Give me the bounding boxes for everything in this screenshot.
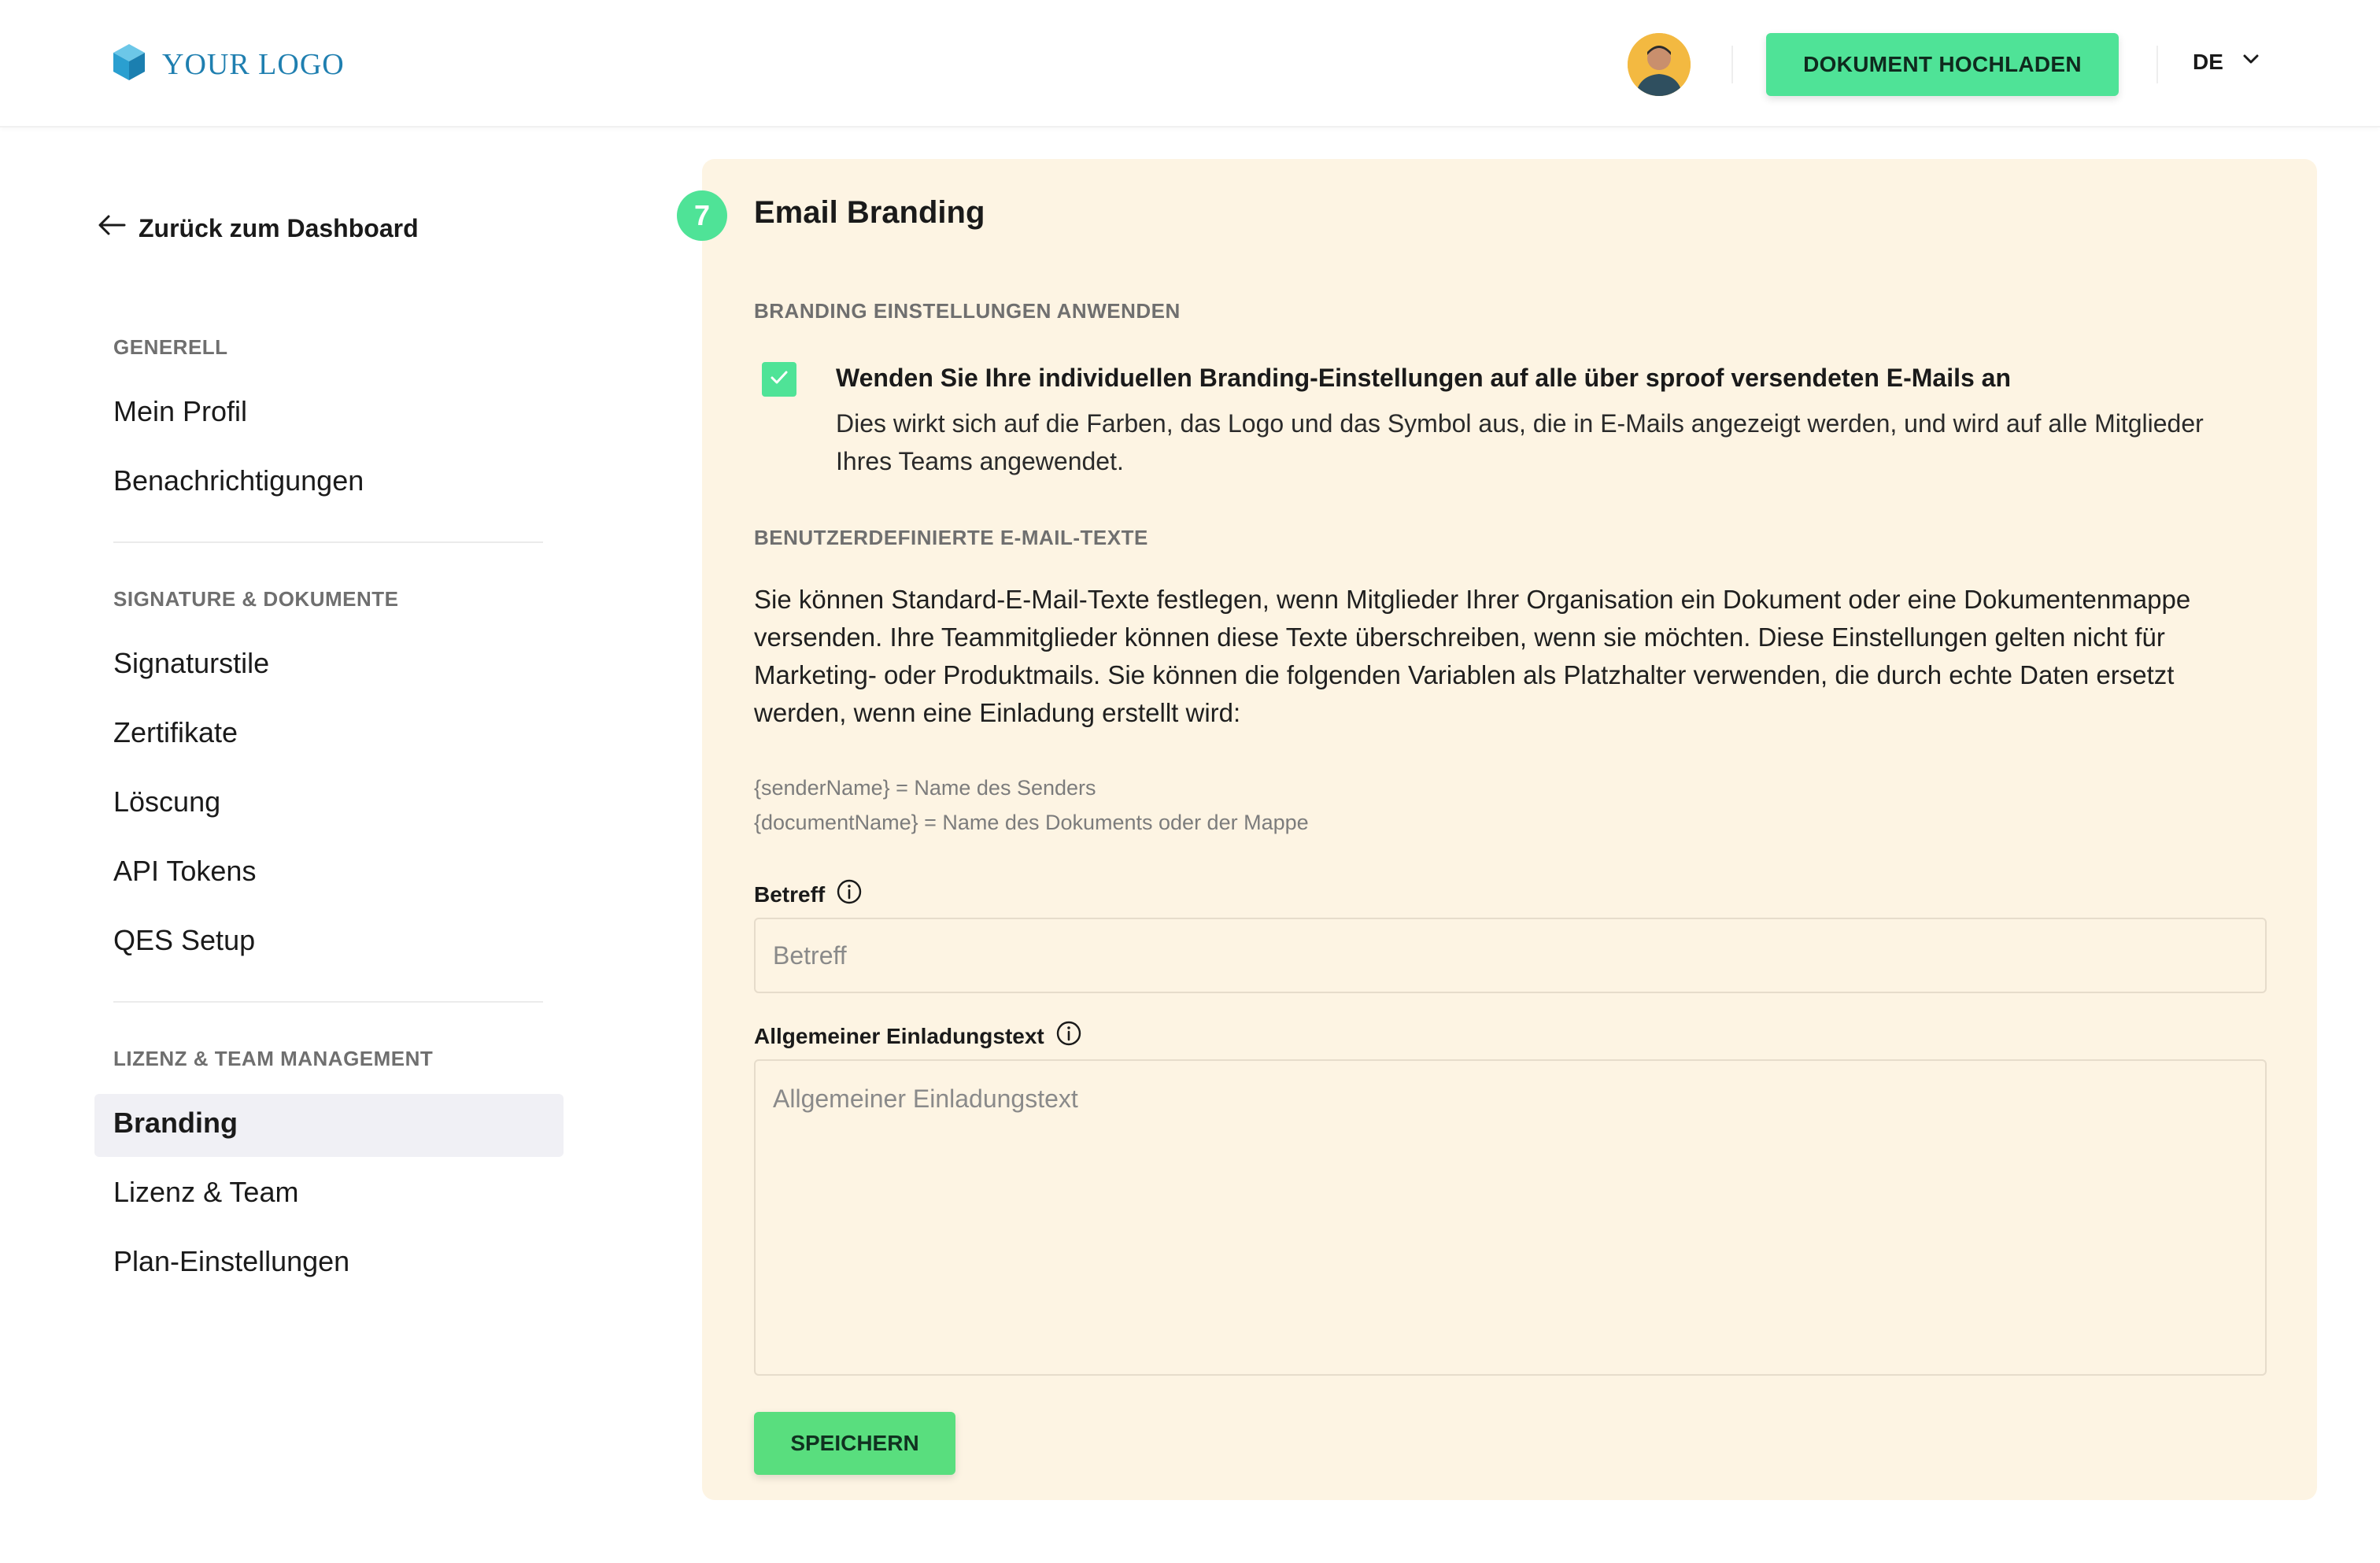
info-icon[interactable] (836, 878, 863, 911)
sidebar-item-branding[interactable]: Branding (113, 1107, 238, 1139)
section-title-lizenz: LIZENZ & TEAM MANAGEMENT (113, 1047, 434, 1070)
arrow-left-icon (96, 212, 128, 244)
logo-text: YOUR LOGO (162, 47, 345, 81)
variable-document-name: {documentName} = Name des Dokuments oder der Mappe (754, 811, 1309, 834)
sidebar-item-zertifikate[interactable]: Zertifikate (113, 716, 238, 748)
language-selector[interactable] (2193, 49, 2261, 75)
back-to-dashboard-link[interactable] (96, 212, 419, 244)
save-button[interactable]: SPEICHERN (754, 1412, 955, 1475)
top-bar (0, 0, 2380, 127)
invitation-field-label (754, 1020, 1082, 1052)
sidebar-item-benachrichtigungen[interactable]: Benachrichtigungen (113, 464, 364, 497)
subject-field-label (754, 878, 863, 911)
section-title-generell: GENERELL (113, 335, 228, 359)
custom-texts-description: Sie können Standard-E-Mail-Texte festlegen, wenn Mitglieder Ihrer Organisation ein Dokument oder eine Dokumentenmappe versenden. Ihre Teammitglieder können diese Texte überschreiben, wenn sie möchten. Diese Einstellungen gelten nicht für Marketing- oder Produktmails. Sie können die folgenden Variablen als Platzhalter verwenden, die durch echte Daten ersetzt werden, wenn eine Einladung erstellt wird: (754, 585, 2191, 727)
sidebar-item-loeschung[interactable]: Löscung (113, 785, 221, 818)
language-label: DE (2193, 49, 2223, 74)
invitation-textarea[interactable] (754, 1059, 2267, 1376)
branding-checkbox-title: Wenden Sie Ihre individuellen Branding-Einstellungen auf alle über sproof versendeten E-Mails an (836, 364, 2012, 392)
invitation-label-text: Allgemeiner Einladungstext (754, 1023, 1044, 1048)
sidebar-item-signaturstile[interactable]: Signaturstile (113, 647, 270, 679)
subject-input[interactable] (754, 918, 2267, 993)
sidebar (0, 127, 630, 1563)
header-divider (1731, 46, 1733, 83)
chevron-down-icon (2241, 49, 2261, 75)
cube-icon (112, 42, 146, 86)
custom-texts-label: BENUTZERDEFINIERTE E-MAIL-TEXTE (754, 526, 1148, 549)
section-title-signature: SIGNATURE & DOKUMENTE (113, 587, 399, 611)
info-icon[interactable] (1055, 1020, 1082, 1052)
subject-label-text: Betreff (754, 881, 826, 907)
branding-section-label: BRANDING EINSTELLUNGEN ANWENDEN (754, 299, 1181, 323)
step-number-badge: 7 (677, 190, 727, 241)
upload-document-button[interactable]: DOKUMENT HOCHLADEN (1766, 33, 2119, 96)
sidebar-item-mein-profil[interactable]: Mein Profil (113, 395, 248, 427)
sidebar-divider (113, 541, 543, 543)
sidebar-item-qes-setup[interactable]: QES Setup (113, 924, 256, 956)
branding-checkbox[interactable] (762, 362, 796, 397)
checkmark-icon (767, 366, 791, 394)
sidebar-item-api-tokens[interactable]: API Tokens (113, 855, 257, 887)
variable-sender-name: {senderName} = Name des Senders (754, 776, 1096, 800)
sidebar-divider (113, 1001, 543, 1003)
sidebar-item-plan-einstellungen[interactable]: Plan-Einstellungen (113, 1245, 350, 1277)
sidebar-item-lizenz-team[interactable]: Lizenz & Team (113, 1176, 299, 1208)
header-divider (2156, 46, 2158, 83)
logo[interactable] (112, 42, 345, 86)
back-link-label: Zurück zum Dashboard (139, 213, 419, 242)
panel-title: Email Branding (754, 195, 985, 230)
user-avatar[interactable] (1628, 33, 1691, 96)
branding-checkbox-description: Dies wirkt sich auf die Farben, das Logo und das Symbol aus, die in E-Mails angezeigt werden, und wird auf alle Mitglieder Ihres Teams angewendet. (836, 409, 2204, 475)
